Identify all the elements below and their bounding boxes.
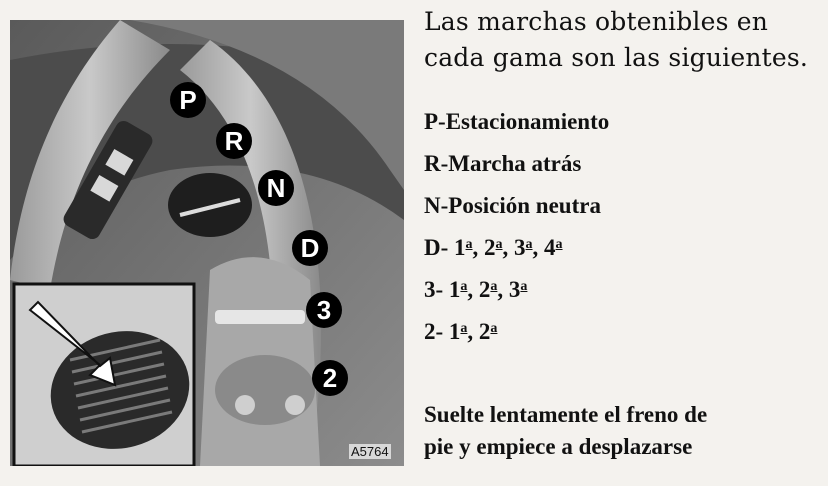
gear-number: 3 bbox=[508, 277, 521, 302]
ordinal-mark: a bbox=[520, 279, 528, 294]
separator: , bbox=[532, 235, 545, 260]
ordinal-mark: a bbox=[460, 279, 468, 294]
figure-id: A5764 bbox=[351, 444, 389, 459]
gear-item-2 bbox=[424, 311, 609, 353]
gear-item-n: N-Posición neutra bbox=[424, 193, 601, 218]
instruction-note bbox=[424, 399, 707, 463]
gear-prefix: 2- bbox=[424, 319, 444, 344]
ordinal-mark: a bbox=[555, 237, 563, 252]
gear-item-d bbox=[424, 227, 609, 269]
gear-prefix: D- bbox=[424, 235, 449, 260]
gear-item-p: P-Estacionamiento bbox=[424, 109, 610, 134]
gear-number: 1 bbox=[448, 319, 461, 344]
gear-item-3 bbox=[424, 269, 609, 311]
ordinal-mark: a bbox=[465, 237, 473, 252]
dashboard-illustration bbox=[10, 20, 404, 466]
ordinal-mark: a bbox=[495, 237, 503, 252]
separator: , bbox=[502, 235, 515, 260]
gear-prefix: 3- bbox=[424, 277, 444, 302]
intro-paragraph bbox=[424, 4, 808, 76]
gear-item-r: R-Marcha atrás bbox=[424, 151, 582, 176]
ordinal-mark: a bbox=[490, 279, 498, 294]
separator: , bbox=[467, 319, 479, 344]
gear-number: 2 bbox=[484, 235, 496, 260]
gear-ratios bbox=[449, 277, 528, 302]
gear-ratios bbox=[449, 319, 498, 344]
gear-number: 2 bbox=[478, 277, 491, 302]
note-line: Suelte lentamente el freno de bbox=[424, 402, 708, 427]
callout-d: D bbox=[292, 230, 328, 266]
gear-number: 4 bbox=[544, 235, 556, 260]
gear-number: 1 bbox=[448, 277, 461, 302]
ordinal-mark: a bbox=[460, 321, 468, 336]
intro-line: Las marchas obtenibles en bbox=[424, 7, 769, 36]
callout-r: R bbox=[216, 123, 252, 159]
gear-number: 3 bbox=[514, 235, 526, 260]
separator: , bbox=[497, 277, 509, 302]
ordinal-mark: a bbox=[490, 321, 498, 336]
gear-ratios bbox=[454, 235, 563, 260]
intro-line: cada gama son las siguientes. bbox=[424, 43, 809, 72]
separator: , bbox=[472, 235, 485, 260]
gear-selector-photo bbox=[10, 20, 404, 466]
gear-list bbox=[424, 101, 609, 353]
note-line: pie y empiece a desplazarse bbox=[424, 434, 693, 459]
gear-number: 2 bbox=[478, 319, 491, 344]
callout-2: 2 bbox=[312, 360, 348, 396]
callout-n: N bbox=[258, 170, 294, 206]
ordinal-mark: a bbox=[525, 237, 533, 252]
separator: , bbox=[467, 277, 479, 302]
callout-p: P bbox=[170, 82, 206, 118]
callout-3: 3 bbox=[306, 292, 342, 328]
gear-number: 1 bbox=[454, 235, 466, 260]
